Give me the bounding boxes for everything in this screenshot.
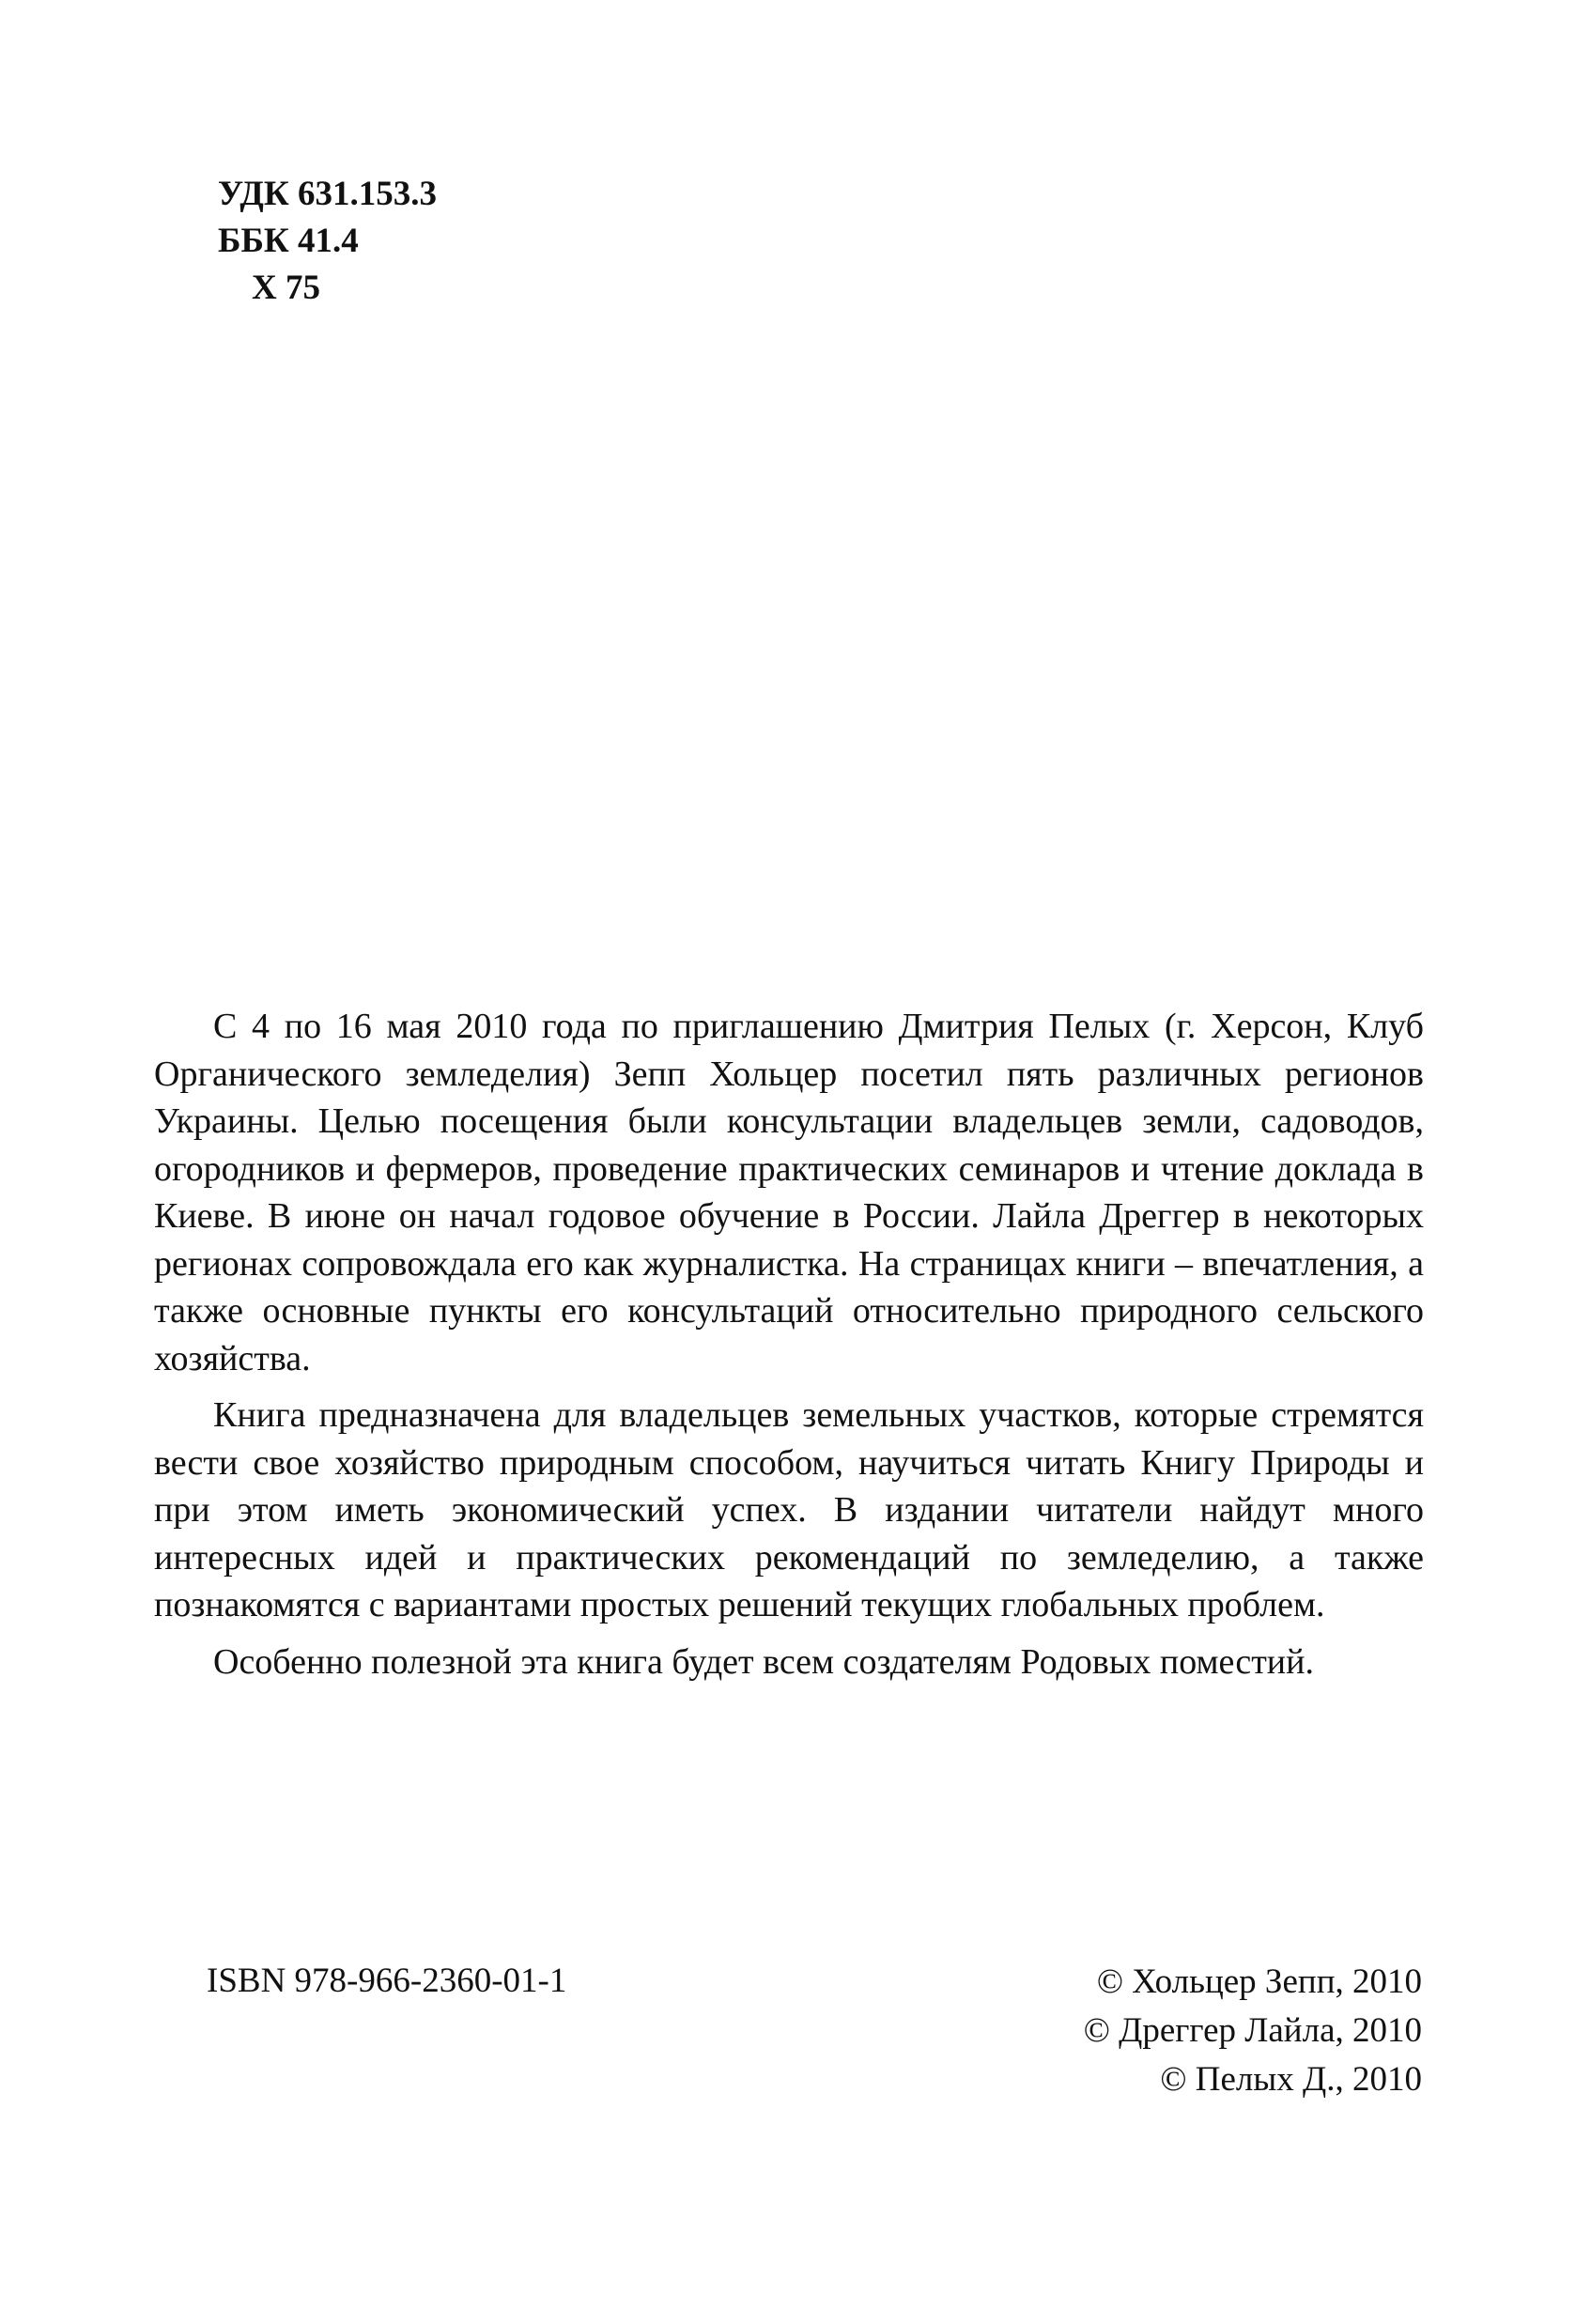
bbk-code: ББК 41.4 (218, 222, 359, 260)
annotation-paragraph: Книга предназначена для владельцев земельных участков, которые стремятся вести свое хозяйство природным способом, научиться читать Книгу Природы и при этом иметь экономический успех. В издании читатели найдут много интересных идей и практических рекомендаций по земледелию, а также познакомятся с вариантами простых решений текущих глобальных проблем. (154, 1395, 1424, 1624)
catalog-codes (218, 171, 437, 312)
copyright-line: © Дреггер Лайла, 2010 (1083, 2011, 1422, 2050)
copyright-block (1084, 1958, 1422, 2104)
copyright-line: © Хольцер Зепп, 2010 (1096, 1962, 1422, 2001)
annotation (154, 1003, 1424, 1695)
annotation-paragraph: С 4 по 16 мая 2010 года по приглашению Дмитрия Пелых (г. Херсон, Клуб Органического земледелия) Зепп Хольцер посетил пять различных регионов Украины. Целью посещения были консультации владельцев земли, садоводов, огородников и фермеров, проведение практических семинаров и чтение доклада в Киеве. В июне он начал годовое обучение в России. Лайла Дреггер в некоторых регионах сопровождала его как журналистка. На страницах книги – впечатления, а также основные пункты его консультаций относительно природного сельского хозяйства. (154, 1007, 1424, 1378)
isbn: ISBN 978-966-2360-01-1 (207, 1962, 567, 2000)
author-mark: Х 75 (252, 269, 320, 307)
copyright-line: © Пелых Д., 2010 (1160, 2060, 1422, 2099)
annotation-paragraph: Особенно полезной эта книга будет всем создателям Родовых поместий. (213, 1641, 1314, 1682)
udk-code: УДК 631.153.3 (218, 175, 437, 213)
